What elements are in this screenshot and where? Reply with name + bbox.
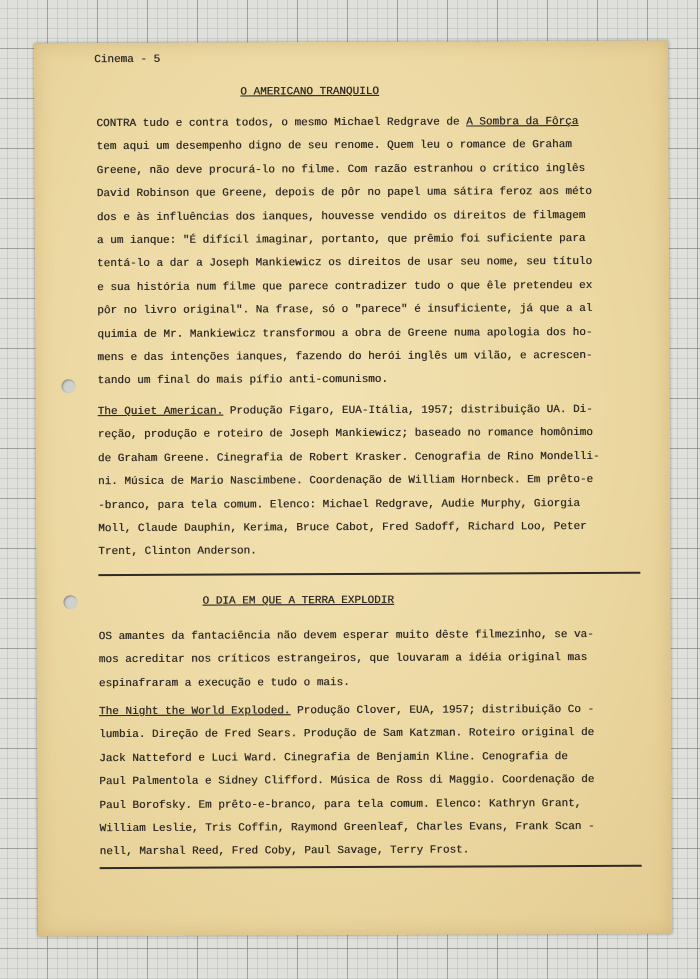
text-line [97,345,592,371]
line-text: tando um final do mais pífio anti-comunismo. [97,374,389,388]
line-text: quimia de Mr. Mankiewicz transformou a obra de Greene numa apologia dos ho- [97,326,593,341]
line-text: Moll, Claude Dauphin, Kerima, Bruce Cabot, Fred Sadoff, Richard Loo, Peter [98,521,587,536]
line-text: Jack Natteford e Luci Ward. Cinegrafia de Benjamin Kline. Cenografia de [99,750,568,765]
line-text: CONTRA tudo e contra todos, o mesmo Michael Redgrave de [96,116,467,131]
underlined-title: A Sombra da Fôrça [466,116,579,129]
underlined-title: The Quiet American. [97,405,224,419]
text-line [99,647,594,673]
text-line [97,181,592,207]
text-line [98,516,600,542]
text-line [99,722,594,748]
text-line [97,298,592,324]
review-title-quiet-american: O AMERICANO TRANQUILO [240,85,379,99]
text-line [99,793,594,819]
text-line [97,322,592,348]
line-text: dos e às influências dos ianques, houvesse vendido os direitos de filmagem [96,209,586,224]
underlined-title: The Night the World Exploded. [98,705,291,719]
credits-terra-explodir [99,699,595,865]
text-line [99,624,594,650]
text-line [99,769,594,795]
line-text: Produção Figaro, EUA-Itália, 1957; distribuição UA. Di- [223,403,593,418]
line-text: de Graham Greene. Cinegrafia de Robert Krasker. Cenografia de Rino Mondelli- [97,450,600,465]
text-line [97,158,592,184]
line-text: ni. Música de Mario Nascimbene. Coordenação de William Hornbeck. Em prêto-e [97,474,594,489]
punch-hole-upper [62,379,76,393]
section-divider-1 [98,572,640,576]
text-line [98,469,600,495]
line-text: Trent, Clinton Anderson. [98,545,257,559]
line-text: Greene, não deve procurá-lo no filme. Com razão estranhou o crítico inglês [96,162,586,177]
text-line [97,205,592,231]
text-line [97,368,592,394]
punch-hole-lower [63,595,77,609]
line-text: reção, produção e roteiro de Joseph Mankiewicz; baseado no romance homônimo [97,427,593,442]
line-text: William Leslie, Tris Coffin, Raymond Greenleaf, Charles Evans, Frank Scan - [99,820,595,836]
review-title-terra-explodir: O DIA EM QUE A TERRA EXPLODIR [202,594,394,608]
line-text: nell, Marshal Reed, Fred Coby, Paul Savage, Terry Frost. [99,844,470,859]
line-text: lumbia. Direção de Fred Sears. Produção de Sam Katzman. Roteiro original de [99,727,595,742]
review-body-quiet-american [96,111,592,394]
line-text: tem aqui um desempenho digno de seu renome. Quem leu o romance de Graham [96,139,572,154]
line-text: e sua história num filme que parece contradizer tudo o que êle pretendeu ex [97,279,593,294]
review-body-terra-explodir [99,624,594,696]
text-line [97,228,592,254]
text-line [98,539,600,565]
line-text: OS amantes da fantaciência não devem esperar muito dêste filmezinho, se va- [98,628,594,644]
line-text: -branco, para tela comum. Elenco: Michael Redgrave, Audie Murphy, Giorgia [98,497,580,512]
typewritten-page [34,41,672,937]
text-line [100,839,595,865]
text-line [99,816,594,842]
line-text: Paul Borofsky. Em prêto-e-branco, para tela comum. Elenco: Kathryn Grant, [99,797,582,812]
text-line [99,671,594,697]
line-text: tentá-lo a dar a Joseph Mankiewicz os direitos de usar seu nome, seu título [96,256,593,271]
credits-quiet-american [98,399,600,565]
text-line [97,251,592,277]
line-text: Paul Palmentola e Sidney Clifford. Música de Ross di Maggio. Coordenação de [99,774,595,789]
text-line [98,493,600,519]
line-text: espinafraram a execução e tudo o mais. [98,676,350,690]
text-line [98,422,600,448]
page-header: Cinema - 5 [94,53,161,67]
line-text: a um ianque: "É difícil imaginar, portanto, que prêmio foi suficiente para [96,233,586,248]
line-text: mos acreditar nos críticos estrangeiros, que louvaram a idéia original mas [98,652,588,667]
line-text: David Robinson que Greene, depois de pôr no papel uma sátira feroz aos méto [96,186,592,201]
line-text: pôr no livro original". Na frase, só o "parece" é insuficiente, já que a al [97,303,593,318]
line-text: mens e das intenções ianques, fazendo do herói inglês um vilão, e acrescen- [97,350,593,365]
text-line [96,134,591,160]
text-line [99,699,594,725]
text-line [96,111,591,137]
text-line [98,446,600,472]
text-line [99,746,594,772]
line-text: Produção Clover, EUA, 1957; distribuição Co - [290,703,595,718]
text-line [97,275,592,301]
text-line [98,399,600,425]
section-divider-2 [100,865,642,869]
